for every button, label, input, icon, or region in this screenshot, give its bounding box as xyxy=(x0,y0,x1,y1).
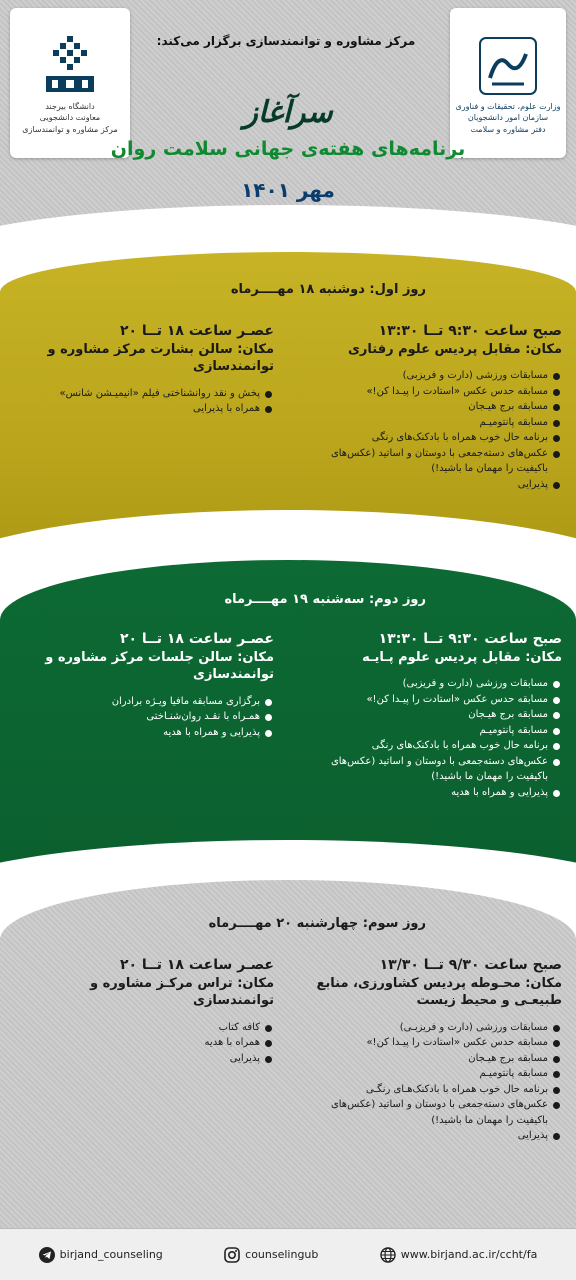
instagram-icon xyxy=(224,1247,240,1263)
list-item: مسابقه حدس عکس «استادت را پیـدا کن!» xyxy=(312,384,562,400)
day-3-evening-list xyxy=(24,1020,274,1067)
list-item: پذیرایی و همراه با هدیه xyxy=(24,725,274,741)
website-url: www.birjand.ac.ir/ccht/fa xyxy=(400,1248,538,1261)
day-2-evening-list xyxy=(24,694,274,741)
ministry-logo-card xyxy=(450,8,566,158)
day-1-evening-place: مکان: سالن بشارت مرکز مشاوره و توانمندسازی xyxy=(47,341,274,375)
day-3-title: روز سوم: چهارشنبه ۲۰ مهــــرماه xyxy=(208,916,426,931)
day-1-evening-time: عصـر ساعت ۱۸ تــا ۲۰ xyxy=(119,323,274,339)
ministry-logo xyxy=(473,31,543,101)
day-3-morning-time: صبح ساعت ۹/۳۰ تــا ۱۳/۳۰ xyxy=(379,957,562,973)
list-item: پذیرایی xyxy=(312,477,562,493)
title-main: سرآغاز xyxy=(243,95,333,130)
ministry-line-3: دفتر مشاوره و سلامت xyxy=(470,124,546,134)
list-item: مسابقه پانتومیـم xyxy=(312,415,562,431)
university-line-2: معاونت دانشجویی xyxy=(39,113,101,123)
university-line-1: دانشگاه بیرجند xyxy=(45,102,95,112)
list-item: پذیرایی xyxy=(312,1128,562,1144)
ministry-line-2: سازمان امور دانشجویان xyxy=(467,113,549,123)
list-item: برنامه حال خوب همراه با بادکنک‌هـای رنگـی xyxy=(312,1082,562,1098)
day-3-morning-list xyxy=(312,1020,562,1144)
day-3-evening-time: عصـر ساعت ۱۸ تــا ۲۰ xyxy=(119,957,274,973)
day-1-title: روز اول: دوشنبه ۱۸ مهــــرماه xyxy=(230,282,426,297)
list-item: پذیرایی و همراه با هدیه xyxy=(312,785,562,801)
instagram-handle: counselingub xyxy=(245,1248,319,1261)
telegram-icon xyxy=(39,1247,55,1263)
list-item: مسابقه برج هیـجان xyxy=(312,707,562,723)
university-line-3: مرکز مشاوره و توانمندسازی xyxy=(22,124,118,134)
day-2-morning-place: مکان: مقابل پردیس علوم پـایـه xyxy=(362,649,562,665)
day-3-evening-place: مکان: تراس مرکـز مشاوره و توانمندسازی xyxy=(90,975,274,1009)
list-item: مسابقه برج هیـجان xyxy=(312,1051,562,1067)
title-week: برنامه‌های هفته‌ی جهانی سلامت روان xyxy=(110,138,466,160)
day-1-evening-list xyxy=(24,386,274,417)
list-item: مسابقه حدس عکس «استادت را پیـدا کن!» xyxy=(312,1035,562,1051)
day-1-evening xyxy=(24,322,274,417)
list-item: برنامه حال خوب همراه با بادکنک‌های رنگی xyxy=(312,430,562,446)
telegram-handle: birjand_counseling xyxy=(59,1248,163,1261)
title-month: مهر ۱۴۰۱ xyxy=(241,178,335,202)
instagram-link[interactable] xyxy=(224,1247,318,1263)
list-item: مسابقات ورزشی (دارت و فریزبـی) xyxy=(312,1020,562,1036)
day-3-evening xyxy=(24,956,274,1066)
website-link[interactable] xyxy=(380,1247,538,1263)
university-logo xyxy=(35,31,105,101)
list-item: برنامه حال خوب همراه با بادکنک‌های رنگی xyxy=(312,738,562,754)
day-1-morning xyxy=(312,322,562,492)
day-2-evening-place: مکان: سالن جلسات مرکز مشاوره و توانمندسازی xyxy=(45,649,274,683)
day-2-morning-list xyxy=(312,676,562,800)
list-item: عکس‌های دسته‌جمعی با دوستان و اساتید (عکس‌های باکیفیت را مهمان ما باشید!) xyxy=(312,1097,562,1128)
list-item: همراه با پذیرایی xyxy=(24,401,274,417)
list-item: پخش و نقد روانشناختی فیلم «انیمیـشن شانس» xyxy=(24,386,274,402)
day-2-title: روز دوم: سه‌شنبه ۱۹ مهــــرماه xyxy=(224,592,426,607)
list-item: عکس‌های دسته‌جمعی با دوستان و اساتید (عکس‌های باکیفیت را مهمان ما باشید!) xyxy=(312,754,562,785)
ministry-line-1: وزارت علوم، تحقیقات و فناوری xyxy=(455,102,561,112)
day-2-morning-time: صبح ساعت ۹:۳۰ تــا ۱۳:۳۰ xyxy=(378,631,562,647)
list-item: مسابقه برج هیـجان xyxy=(312,399,562,415)
list-item: مسابقات ورزشی (دارت و فریزبی) xyxy=(312,368,562,384)
day-1-morning-time: صبح ساعت ۹:۳۰ تــا ۱۳:۳۰ xyxy=(378,323,562,339)
day-1-morning-list xyxy=(312,368,562,492)
day-2-evening-time: عصـر ساعت ۱۸ تــا ۲۰ xyxy=(119,631,274,647)
list-item: کافه کتاب xyxy=(24,1020,274,1036)
day-3-morning xyxy=(312,956,562,1144)
university-logo-card xyxy=(10,8,130,158)
list-item: پذیرایی xyxy=(24,1051,274,1067)
list-item: مسابقات ورزشی (دارت و فریزبی) xyxy=(312,676,562,692)
telegram-link[interactable] xyxy=(39,1247,163,1263)
list-item: مسابقه پانتومیـم xyxy=(312,723,562,739)
day-1-morning-place: مکان: مقابل پردیس علوم رفتاری xyxy=(347,341,562,357)
day-3-morning-place: مکان: محـوطه پردیس کشاورزی، منابع طبیعـی و محیط زیست xyxy=(316,975,562,1009)
globe-icon xyxy=(380,1247,396,1263)
list-item: عکس‌های دسته‌جمعی با دوستان و اساتید (عکس‌های باکیفیت را مهمان ما باشید!) xyxy=(312,446,562,477)
organizer-line: مرکز مشاوره و توانمندسازی برگزار می‌کند: xyxy=(156,34,416,48)
day-2-evening xyxy=(24,630,274,740)
footer xyxy=(0,1228,576,1280)
list-item: همـراه با نقـد روان‌شنـاختی xyxy=(24,709,274,725)
list-item: برگزاری مسابقه مافیا ویـژه برادران xyxy=(24,694,274,710)
list-item: مسابقه پانتومیـم xyxy=(312,1066,562,1082)
list-item: مسابقه حدس عکس «استادت را پیـدا کن!» xyxy=(312,692,562,708)
list-item: همراه با هدیه xyxy=(24,1035,274,1051)
day-2-morning xyxy=(312,630,562,800)
